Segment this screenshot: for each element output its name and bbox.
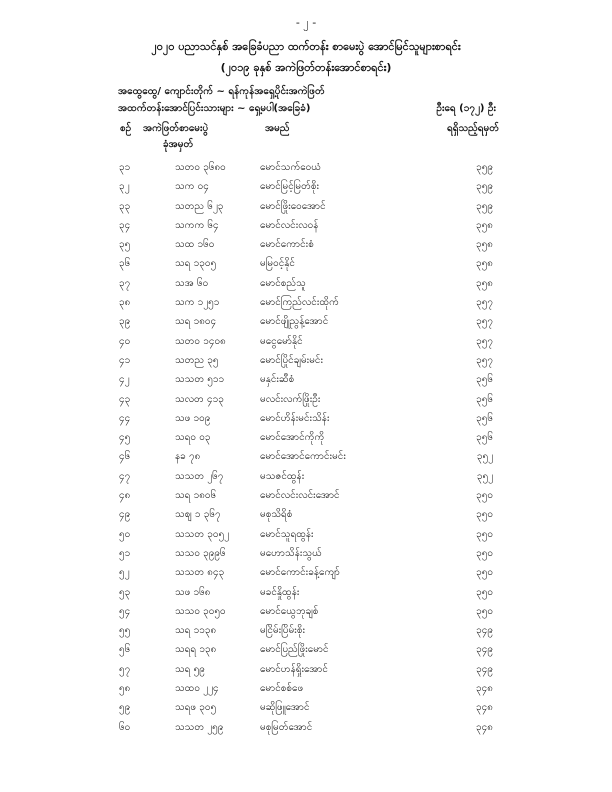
row-number: ၄၈ [119, 490, 131, 502]
table-row [0, 507, 612, 526]
table-row [0, 681, 612, 700]
page-number: - ၂ - [295, 16, 317, 29]
roll-number: သရ ၁၈ဝ၄ [175, 316, 217, 328]
student-name: မစုမြတ်အောင် [260, 721, 313, 733]
row-number: ၄၉ [119, 509, 131, 521]
roll-number: သသတ ၂၅၉ [175, 721, 224, 733]
marks-value: ၃၅၂ [476, 451, 493, 463]
row-number: ၄ဝ [119, 335, 131, 347]
roll-number: သဖ ၁၆၈ [175, 586, 211, 598]
marks-value: ၃၅ဝ [476, 528, 493, 540]
roll-number: နခ ၇၈ [175, 451, 201, 463]
roll-number: သသတ ၈၄၃ [175, 567, 225, 579]
roll-number: သရ ၁၈၀၆ [175, 490, 217, 502]
header-no: စဉ် [120, 123, 132, 134]
table-row [0, 256, 612, 275]
marks-value: ၃၅၈ [476, 277, 493, 289]
row-number: ၃၂ [119, 181, 130, 193]
student-name: မောင်စစ်ဖေ [260, 683, 304, 695]
row-number: ၆ဝ [119, 721, 131, 733]
roll-number: သဈ ၁ ၃၆၇ [175, 509, 221, 521]
table-row [0, 585, 612, 604]
roll-number: သထ ၁၆ဝ [175, 239, 215, 251]
marks-value: ၃၅၉ [476, 181, 493, 193]
table-row [0, 334, 612, 353]
roll-number: သတည ၃၅ [175, 354, 219, 366]
student-name: မောင်အောင်ကောင်းမင်း [260, 451, 346, 463]
roll-number: သသတ ၅၁၁ [175, 374, 225, 386]
student-name: မောင်ဖြိုးဝေအောင် [260, 200, 326, 212]
row-number: ၄၇ [119, 470, 131, 482]
marks-value: ၃၅၈ [476, 219, 493, 231]
row-number: ၅၉ [119, 702, 131, 714]
document-title: ၂၀၂၀ ပညာသင်နှစ် အခြေခံပညာ ထက်တန်း စာမေးပွဲ အောင်မြင်သူများစာရင်း [151, 40, 461, 53]
marks-value: ၃၄၈ [476, 702, 493, 714]
student-name: မောင်ဖျိုညွန့်အောင် [260, 316, 329, 328]
student-name: မခင်နှိုထွန်း [260, 586, 300, 598]
student-name: မမြဝင့်နိုင် [260, 258, 295, 270]
row-number: ၅၄ [119, 605, 131, 617]
student-name: မငွေမော်နိုင် [260, 335, 303, 347]
row-number: ၄၂ [119, 374, 130, 386]
header-name: အမည် [265, 123, 290, 134]
header-roll: အကဲဖြတ်စာမေးပွဲ [143, 123, 209, 134]
student-name: မောင်ကောင်းစံ [260, 239, 314, 251]
table-row [0, 604, 612, 623]
marks-value: ၃၅၆ [476, 374, 493, 386]
student-name: မဟောသိန်းသွယ် [260, 547, 322, 559]
roll-number: သသတ ၂၆၇ [175, 470, 224, 482]
marks-value: ၃၅ဝ [476, 567, 493, 579]
marks-value: ၃၅ဝ [476, 586, 493, 598]
roll-number: သလတ ၄၁၃ [175, 393, 224, 405]
table-row [0, 642, 612, 661]
district-line: အထွေထွေ/ ကျောင်းတိုက် ~ ရန်ကုန်အရှေ့ပိုင်းအကဲဖြတ် [118, 86, 325, 97]
roll-number: သသတ ၃၀၅၂ [175, 528, 230, 540]
document-subtitle: (၂၀၁၉ ခုနှစ် အကဲဖြတ်တန်းအောင်စာရင်း) [220, 61, 392, 74]
row-number: ၃၄ [119, 219, 131, 231]
marks-value: ၃၅၉ [476, 200, 493, 212]
student-name: မောင်ဟန်ရှိုးအောင် [260, 663, 328, 675]
roll-number: သရရ ၁၃၈ [175, 644, 217, 656]
marks-value: ၃၄၉ [476, 625, 493, 637]
student-name: မောင်မြင့်မြတ်စိုး [260, 181, 320, 193]
table-row [0, 700, 612, 719]
table-row [0, 276, 612, 295]
row-number: ၃၅ [119, 239, 131, 251]
roll-number: သက ဝ၄ [175, 181, 209, 193]
total-count: ဦးရေ (၁၇၂) ဦး [436, 103, 496, 114]
results-table [0, 160, 612, 739]
marks-value: ၃၄၉ [476, 644, 493, 656]
row-number: ၅၂ [119, 567, 130, 579]
roll-number: သရဝ ဝ၃ [175, 432, 211, 444]
row-number: ၄၅ [119, 432, 131, 444]
table-row [0, 527, 612, 546]
table-row [0, 565, 612, 584]
student-name: မောင်ဟိန်းမင်းသိန်း [260, 412, 330, 424]
roll-number: သသဝ ၃၉၉၆ [175, 547, 226, 559]
marks-value: ၃၅၆ [476, 412, 493, 424]
marks-value: ၃၅ဝ [476, 490, 493, 502]
roll-number: သဖ ၁ဝ၉ [175, 412, 211, 424]
row-number: ၅၈ [119, 683, 131, 695]
table-row [0, 546, 612, 565]
row-number: ၄၆ [119, 451, 131, 463]
table-row [0, 295, 612, 314]
table-row [0, 411, 612, 430]
table-row [0, 237, 612, 256]
marks-value: ၃၅၉ [476, 162, 493, 173]
table-row [0, 179, 612, 198]
table-row [0, 353, 612, 372]
row-number: ၃၃ [119, 200, 131, 212]
row-number: ၃၆ [119, 258, 131, 270]
row-number: ၅၇ [119, 663, 131, 675]
roll-number: သတဝ ၁၄ဝ၈ [175, 335, 226, 347]
row-number: ၃၁ [119, 162, 131, 173]
marks-value: ၃၅ဝ [476, 509, 493, 521]
student-name: မောင်သက်ဝေယံ [260, 162, 322, 173]
row-number: ၄၁ [119, 354, 131, 366]
table-row [0, 392, 612, 411]
table-row [0, 720, 612, 739]
header-roll-sub: ခုံအမှတ် [163, 139, 194, 150]
roll-number: သရ ၁၁၃၈ [175, 625, 217, 637]
row-number: ၅၁ [119, 547, 131, 559]
student-name: မောင်ကြည်လင်းထိုက် [260, 297, 339, 309]
roll-number: သတဝ ၃၆၈ဝ [175, 162, 226, 173]
row-number: ၄၃ [119, 393, 131, 405]
marks-value: ၃၅၇ [476, 297, 493, 309]
student-name: မောင်ယွေဘုချစ် [260, 605, 319, 617]
marks-value: ၃၅၈ [476, 258, 493, 270]
student-name: မသဇင်ထွန်း [260, 470, 305, 482]
table-row [0, 623, 612, 642]
student-name: မောင်ပြိုင်ချမ်းမင်း [260, 354, 323, 366]
roll-number: သသဝ ၃၀၅ဝ [175, 605, 226, 617]
table-row [0, 469, 612, 488]
marks-value: ၃၅၇ [476, 335, 493, 347]
student-name: မဆိုဖြူအောင် [260, 702, 310, 714]
table-row [0, 372, 612, 391]
table-row [0, 218, 612, 237]
marks-value: ၃၅၆ [476, 393, 493, 405]
row-number: ၅၆ [119, 644, 131, 656]
table-row [0, 449, 612, 468]
roll-number: သရဖ ၃ဝ၅ [175, 702, 217, 714]
row-number: ၅၅ [119, 625, 131, 637]
student-name: မငြိမ်းပြိမ်းစိုး [260, 625, 305, 637]
roll-number: သရ ၅၉ [175, 663, 205, 675]
marks-value: ၃၅၂ [476, 470, 493, 482]
roll-number: သတည ၆၂၃ [175, 200, 224, 212]
roll-number: သကက ၆၄ [175, 219, 219, 231]
marks-value: ၃၅၆ [476, 432, 493, 444]
row-number: ၃၈ [119, 297, 131, 309]
table-row [0, 160, 612, 179]
marks-value: ၃၅၇ [476, 354, 493, 366]
student-name: မောင်စည်သူ [260, 277, 306, 289]
table-row [0, 662, 612, 681]
marks-value: ၃၅ဝ [476, 547, 493, 559]
table-row [0, 488, 612, 507]
row-number: ၃၇ [119, 277, 131, 289]
marks-value: ၃၅၇ [476, 316, 493, 328]
row-number: ၅၃ [119, 586, 131, 598]
student-name: မလင်းလက်ဖြိုးဦး [260, 393, 321, 405]
table-row [0, 314, 612, 333]
marks-value: ၃၄၈ [476, 721, 493, 733]
marks-value: ၃၄၉ [476, 663, 493, 675]
student-name: မောင်လင်းလင်းအောင် [260, 490, 340, 502]
header-marks: ရရှိသည့်ရမှတ် [446, 123, 499, 134]
row-number: ၅ဝ [119, 528, 131, 540]
table-row [0, 199, 612, 218]
student-name: မောင်လင်းလဝန် [260, 219, 319, 231]
roll-number: သရ ၁၃ဝ၅ [175, 258, 217, 270]
row-number: ၄၄ [119, 412, 131, 424]
roll-number: သအ ၆ဝ [175, 277, 209, 289]
student-name: မနှင်းဆီစံ [260, 374, 295, 386]
student-name: မစုသိရိစံ [260, 509, 293, 521]
student-name: မောင်အောင်ကိုကို [260, 432, 325, 444]
row-number: ၃၉ [119, 316, 131, 328]
school-line: အထက်တန်းအောင်ပြင်းသားများ ~ ရှေ့မပါ(အခြေခံ) [118, 103, 311, 114]
student-name: မောင်ကောင်းခန့်ကျော် [260, 567, 340, 579]
marks-value: ၃၅ဝ [476, 605, 493, 617]
roll-number: သက ၁၂၅၁ [175, 297, 220, 309]
roll-number: သထဝ ၂၂၄ [175, 683, 219, 695]
marks-value: ၃၅၈ [476, 239, 493, 251]
table-row [0, 430, 612, 449]
marks-value: ၃၄၈ [476, 683, 493, 695]
student-name: မောင်သူရထွန်း [260, 528, 314, 540]
student-name: မောင်ပြည်ဖြိုးမောင် [260, 644, 329, 656]
